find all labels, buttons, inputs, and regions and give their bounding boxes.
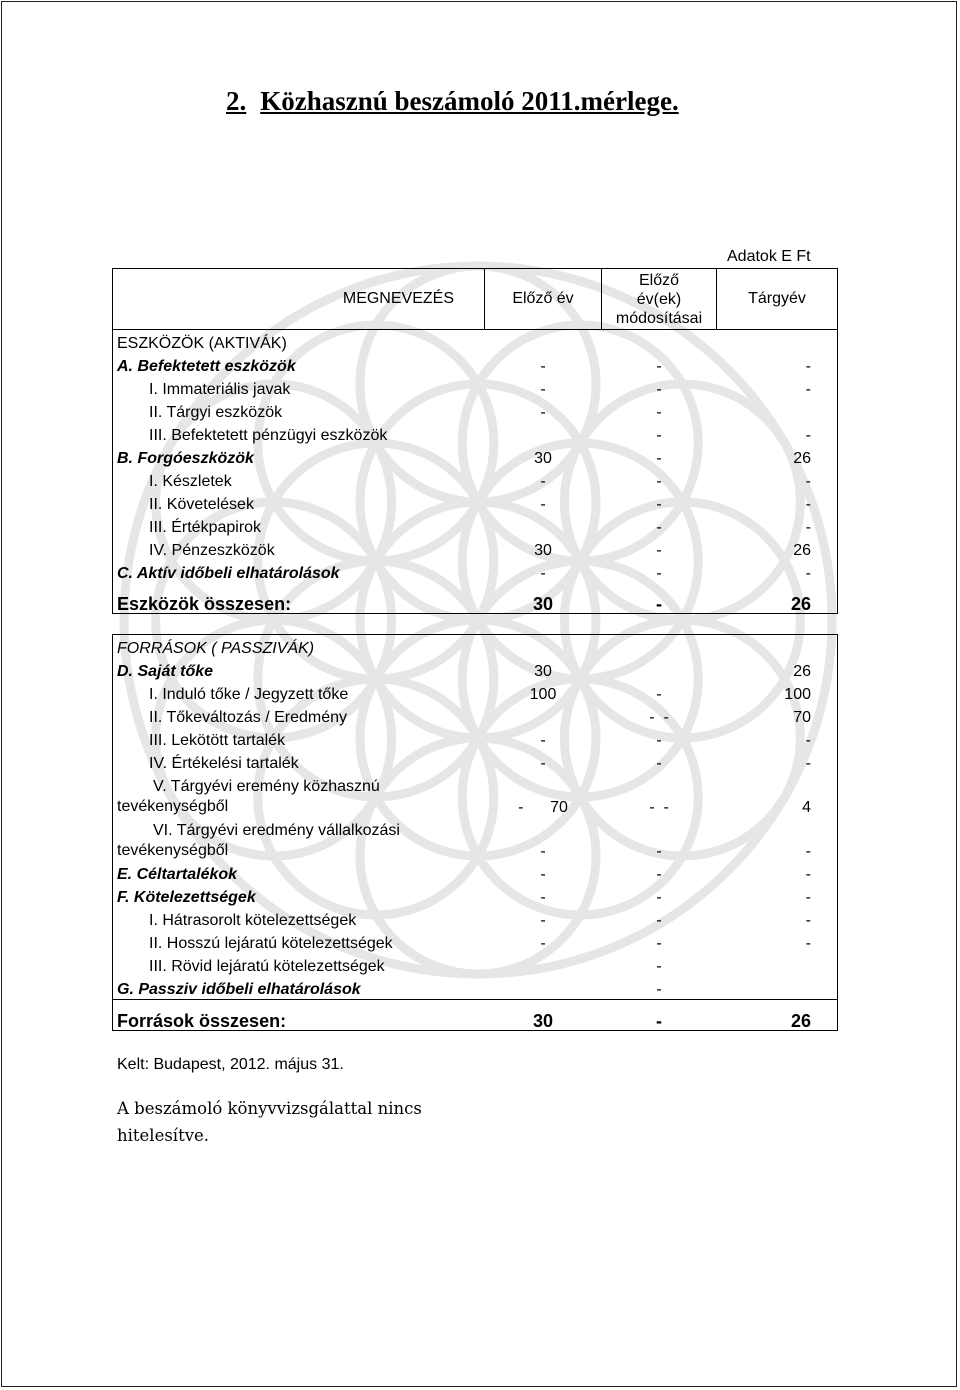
header-prev-modifications: Előző év(ek) módosításai bbox=[602, 269, 717, 330]
current-year-value: - bbox=[717, 376, 838, 399]
table-row bbox=[113, 930, 838, 953]
prev-mod-value: - bbox=[656, 889, 662, 906]
current-year-value bbox=[717, 399, 838, 422]
table-row bbox=[113, 353, 838, 376]
row-label: Eszközök összesen: bbox=[113, 583, 485, 614]
table-header-row bbox=[113, 269, 838, 330]
current-year-value: - bbox=[717, 817, 838, 861]
current-year-value: - bbox=[717, 353, 838, 376]
table-row bbox=[113, 817, 838, 861]
prev-year-value: - bbox=[540, 935, 546, 952]
table-row bbox=[113, 773, 838, 817]
row-label: II. Hosszú lejáratú kötelezettségek bbox=[113, 930, 485, 953]
current-year-value: - bbox=[717, 468, 838, 491]
unit-note: Adatok E Ft bbox=[727, 248, 811, 265]
prev-year-value: - bbox=[540, 732, 546, 749]
prev-year-value: - bbox=[540, 912, 546, 929]
prev-year-value: - bbox=[540, 843, 546, 860]
prev-mod-value: - bbox=[656, 732, 662, 749]
prev-mod-value: - bbox=[602, 1000, 717, 1031]
current-year-value: 26 bbox=[717, 537, 838, 560]
row-label: F. Kötelezettségek bbox=[113, 884, 485, 907]
prev-mod-value: - bbox=[656, 450, 662, 467]
prev-year-value bbox=[485, 422, 602, 445]
row-label: II. Tőkeváltozás / Eredmény bbox=[113, 704, 485, 727]
prev-mod-value: - bbox=[656, 404, 662, 421]
prev-mod-value: - bbox=[656, 958, 662, 975]
prev-year-value: 30 bbox=[534, 542, 552, 559]
prev-mod-value: - bbox=[656, 381, 662, 398]
prev-year-value bbox=[485, 976, 602, 1000]
table-row bbox=[113, 681, 838, 704]
prev-mod-value: - bbox=[656, 843, 662, 860]
table-row bbox=[113, 399, 838, 422]
prev-year-value: - bbox=[540, 866, 546, 883]
table-row bbox=[113, 422, 838, 445]
row-label: B. Forgóeszközök bbox=[113, 445, 485, 468]
table-row bbox=[113, 727, 838, 750]
current-year-value: 26 bbox=[717, 445, 838, 468]
row-label: V. Tárgyévi eremény közhasznú tevékenységből bbox=[113, 773, 485, 817]
prev-mod-value: - bbox=[656, 496, 662, 513]
current-year-value: 70 bbox=[717, 704, 838, 727]
current-year-value: - bbox=[717, 422, 838, 445]
place-date: Kelt: Budapest, 2012. május 31. bbox=[117, 1056, 344, 1073]
prev-year-value: - bbox=[540, 496, 546, 513]
section-heading-row bbox=[113, 635, 838, 659]
prev-year-value: 100 bbox=[529, 686, 557, 703]
prev-year-value: - bbox=[540, 404, 546, 421]
current-year-value: - bbox=[717, 727, 838, 750]
header-prev-year: Előző év bbox=[485, 269, 602, 330]
table-row bbox=[113, 704, 838, 727]
current-year-value: - bbox=[717, 884, 838, 907]
prev-mod-value: - bbox=[656, 935, 662, 952]
prev-year-value: 30 bbox=[485, 1000, 602, 1031]
row-label: III. Befektetett pénzügyi eszközök bbox=[113, 422, 485, 445]
table-row bbox=[113, 750, 838, 773]
prev-year-value: 30 bbox=[485, 583, 602, 614]
prev-mod-value: - bbox=[656, 866, 662, 883]
row-label: C. Aktív időbeli elhatárolások bbox=[113, 560, 485, 583]
current-year-value: - bbox=[717, 560, 838, 583]
table-row bbox=[113, 537, 838, 560]
table-row bbox=[113, 861, 838, 884]
row-label: Források összesen: bbox=[113, 1000, 485, 1031]
table-row bbox=[113, 514, 838, 537]
prev-year-value: - bbox=[540, 755, 546, 772]
row-label: E. Céltartalékok bbox=[113, 861, 485, 884]
table-row bbox=[113, 884, 838, 907]
prev-year-value: 30 bbox=[534, 663, 552, 680]
prev-year-value: - bbox=[540, 381, 546, 398]
table-row bbox=[113, 560, 838, 583]
row-label: II. Követelések bbox=[113, 491, 485, 514]
table-row bbox=[113, 1000, 838, 1031]
prev-mod-value: - bbox=[656, 358, 662, 375]
row-label: IV. Pénzeszközök bbox=[113, 537, 485, 560]
prev-mod-value: - bbox=[656, 981, 662, 998]
current-year-value: 26 bbox=[717, 583, 838, 614]
current-year-value: - bbox=[717, 491, 838, 514]
row-label: II. Tárgyi eszközök bbox=[113, 399, 485, 422]
balance-sheet-table bbox=[112, 268, 838, 1031]
prev-year-value bbox=[485, 704, 602, 727]
row-label: III. Lekötött tartalék bbox=[113, 727, 485, 750]
audit-note: A beszámoló könyvvizsgálattal nincs hitelesítve. bbox=[117, 1099, 422, 1145]
prev-mod-value: - bbox=[656, 542, 662, 559]
prev-mod-value bbox=[602, 658, 717, 681]
current-year-value: - bbox=[717, 930, 838, 953]
prev-mod-value: - bbox=[656, 912, 662, 929]
section-heading-row bbox=[113, 330, 838, 354]
row-label: A. Befektetett eszközök bbox=[113, 353, 485, 376]
table-row bbox=[113, 468, 838, 491]
prev-mod-value: - - bbox=[649, 709, 669, 726]
current-year-value: 26 bbox=[717, 1000, 838, 1031]
prev-mod-value: - bbox=[656, 519, 662, 536]
table-row bbox=[113, 491, 838, 514]
current-year-value: - bbox=[717, 750, 838, 773]
current-year-value: - bbox=[717, 907, 838, 930]
prev-year-value: - bbox=[540, 889, 546, 906]
prev-mod-value: - bbox=[656, 755, 662, 772]
row-label: III. Rövid lejáratú kötelezettségek bbox=[113, 953, 485, 976]
prev-mod-value: - bbox=[656, 473, 662, 490]
row-label: D. Saját tőke bbox=[113, 658, 485, 681]
row-label: I. Immateriális javak bbox=[113, 376, 485, 399]
current-year-value: 100 bbox=[717, 681, 838, 704]
prev-year-value bbox=[485, 514, 602, 537]
row-label: I. Hátrasorolt kötelezettségek bbox=[113, 907, 485, 930]
prev-year-value: 30 bbox=[534, 450, 552, 467]
current-year-value bbox=[717, 976, 838, 1000]
table-row bbox=[113, 445, 838, 468]
row-label: IV. Értékelési tartalék bbox=[113, 750, 485, 773]
current-year-value: - bbox=[717, 514, 838, 537]
current-year-value: - bbox=[717, 861, 838, 884]
table-row bbox=[113, 658, 838, 681]
table-row bbox=[113, 376, 838, 399]
page-title: 2. Közhasznú beszámoló 2011.mérlege. bbox=[226, 86, 679, 116]
row-label: G. Passziv időbeli elhatárolások bbox=[113, 976, 485, 1000]
header-name: MEGNEVEZÉS bbox=[113, 269, 485, 330]
current-year-value bbox=[717, 953, 838, 976]
header-current-year: Tárgyév bbox=[717, 269, 838, 330]
row-label: VI. Tárgyévi eredmény vállalkozási tevékenységből bbox=[113, 817, 485, 861]
prev-mod-value: - - bbox=[649, 799, 669, 816]
row-label: I. Induló tőke / Jegyzett tőke bbox=[113, 681, 485, 704]
prev-mod-value: - bbox=[656, 565, 662, 582]
row-label: I. Készletek bbox=[113, 468, 485, 491]
prev-mod-value: - bbox=[656, 427, 662, 444]
section-heading: FORRÁSOK ( PASSZIVÁK) bbox=[113, 635, 838, 659]
prev-year-value: - bbox=[540, 565, 546, 582]
prev-mod-value: - bbox=[656, 686, 662, 703]
prev-year-value: - 70 bbox=[518, 799, 568, 816]
prev-mod-value: - bbox=[602, 583, 717, 614]
row-label: III. Értékpapirok bbox=[113, 514, 485, 537]
table-row bbox=[113, 953, 838, 976]
table-row bbox=[113, 583, 838, 614]
current-year-value: 4 bbox=[717, 773, 838, 817]
current-year-value: 26 bbox=[717, 658, 838, 681]
section-heading: ESZKÖZÖK (AKTIVÁK) bbox=[113, 330, 838, 354]
prev-year-value bbox=[485, 953, 602, 976]
prev-year-value: - bbox=[540, 358, 546, 375]
table-row bbox=[113, 907, 838, 930]
prev-year-value: - bbox=[540, 473, 546, 490]
table-row bbox=[113, 976, 838, 1000]
